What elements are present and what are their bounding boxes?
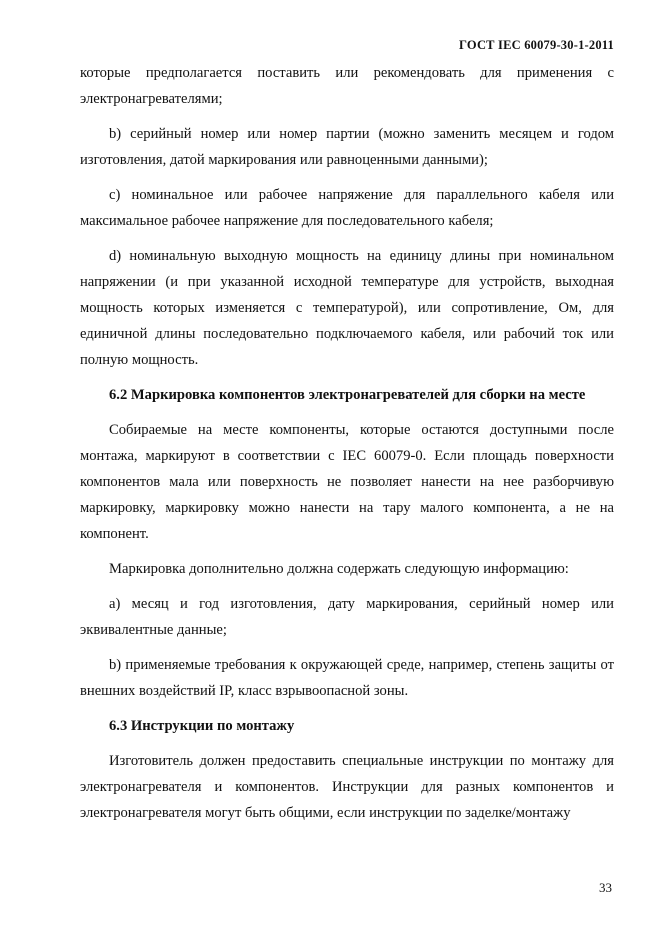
paragraph-field-components: Собираемые на месте компоненты, которые остаются доступными после монтажа, маркируют в соответствии с IEC 60079-0. Если площадь поверхности компонентов мала или поверхность не позволяет нанести на нее разборчивую маркировку, маркировку можно нанести на тару малого компонента, а не на компонент. [80, 422, 614, 542]
paragraph-continuation: которые предполагается поставить или рекомендовать для применения с электронагревателями; [80, 65, 614, 107]
paragraph-installation: Изготовитель должен предоставить специальные инструкции по монтажу для электронагревателя и компонентов. Инструкции для разных компонентов и электронагревателя могут быть общими, если инструкции по заделке/монтажу [80, 753, 614, 821]
section-heading-6-2: 6.2 Маркировка компонентов электронагревателей для сборки на месте [109, 387, 586, 403]
section-heading-6-3: 6.3 Инструкции по монтажу [109, 718, 295, 734]
document-body [80, 60, 614, 835]
document-header: ГОСТ IEC 60079-30-1-2011 [459, 38, 614, 52]
list-item-b: b) серийный номер или номер партии (можно заменить месяцем и годом изготовления, датой маркирования или равноценными данными); [80, 126, 614, 168]
page-number: 33 [599, 880, 612, 895]
list-item-d: d) номинальную выходную мощность на единицу длины при номинальном напряжении (и при указанной исходной температуре для устройств, выходная мощность которых изменяется с температурой), или сопротивление, Ом, для единичной длины последовательно подключаемого кабеля, или рабочий ток или полную мощность. [80, 248, 614, 368]
list-item-b-2: b) применяемые требования к окружающей среде, например, степень защиты от внешних воздействий IP, класс взрывоопасной зоны. [80, 657, 614, 699]
paragraph-marking-info: Маркировка дополнительно должна содержать следующую информацию: [109, 561, 569, 577]
list-item-a: a) месяц и год изготовления, дату маркирования, серийный номер или эквивалентные данные; [80, 596, 614, 638]
list-item-c: c) номинальное или рабочее напряжение для параллельного кабеля или максимальное рабочее напряжение для последовательного кабеля; [80, 187, 614, 229]
